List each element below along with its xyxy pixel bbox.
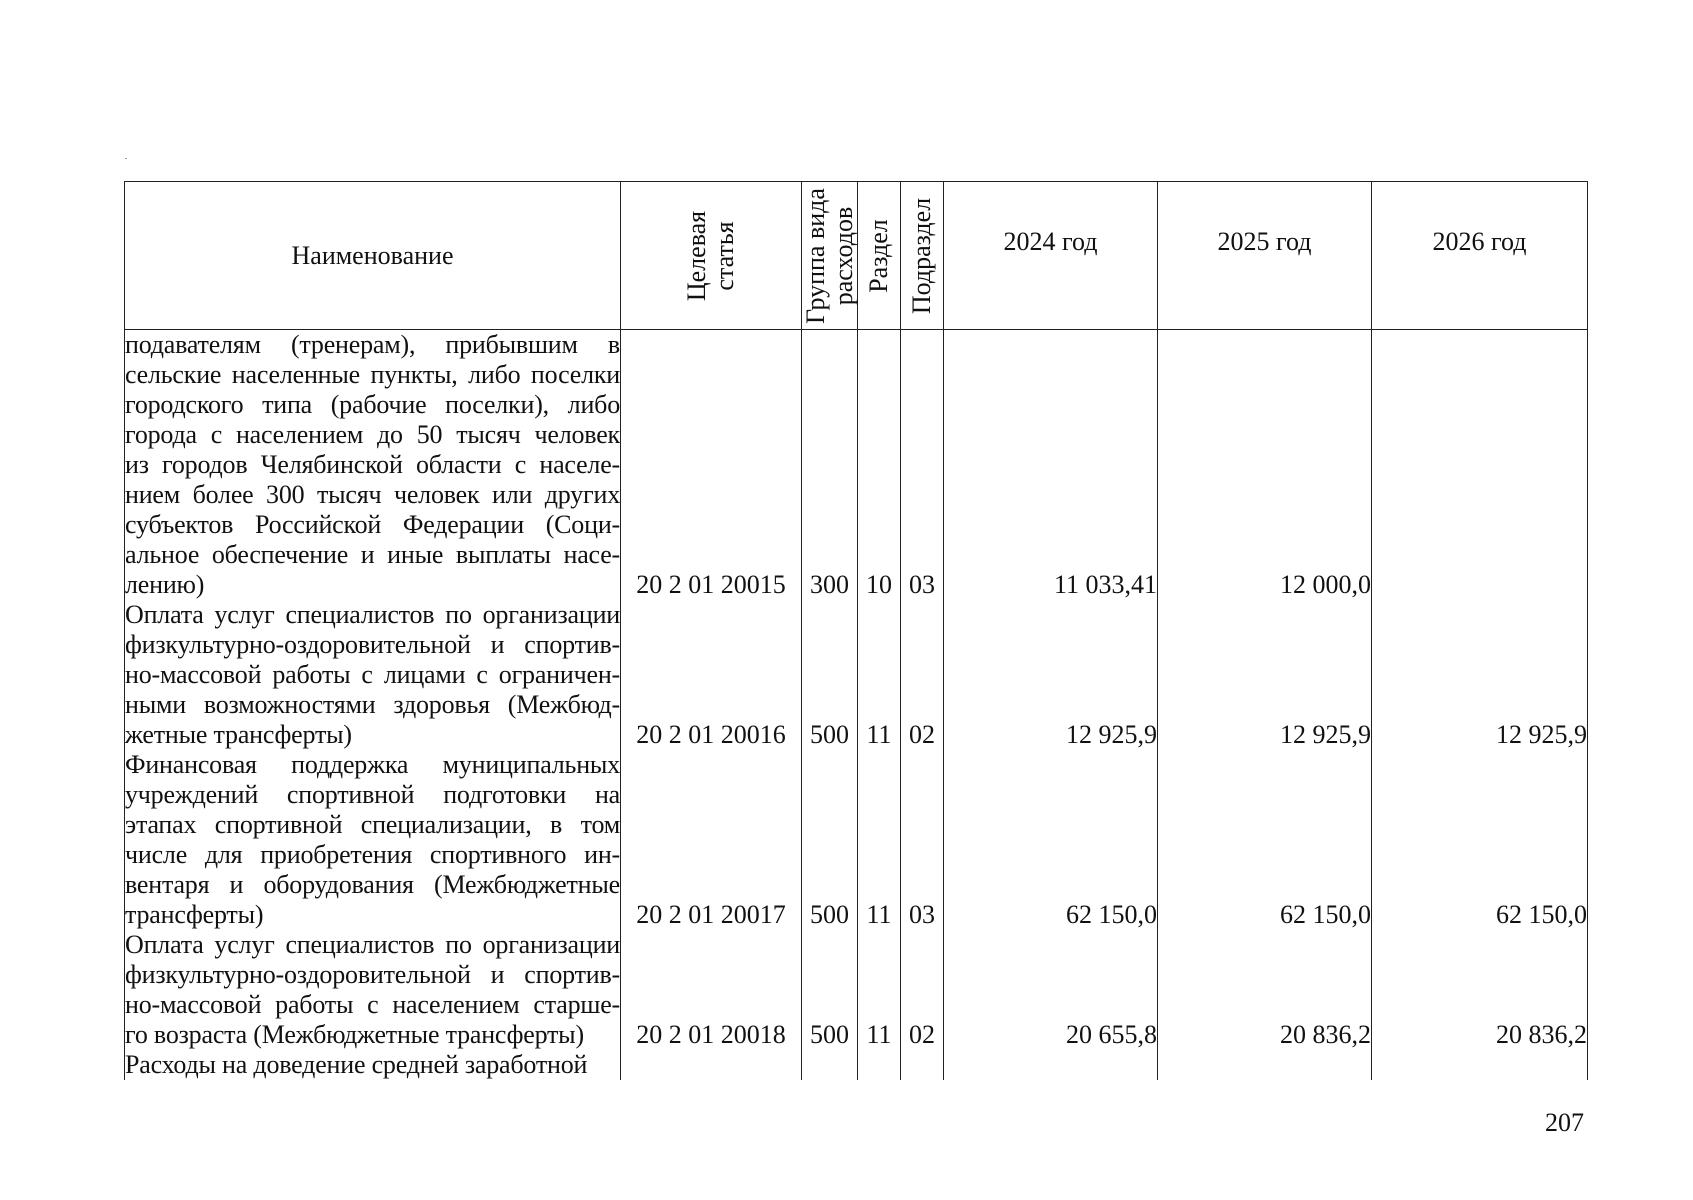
table-row [125,600,1588,750]
row-subsection: 03 [901,750,944,930]
row-value-2025: 12 000,0 [1158,330,1372,601]
header-2024-label: 2024 год [1003,226,1098,256]
row-target-article: 20 2 01 20018 [621,930,802,1050]
row-value-2024: 12 925,9 [944,600,1158,750]
row-value-2026 [1372,1050,1588,1080]
row-section: 10 [858,330,901,601]
row-target-article: 20 2 01 20016 [621,600,802,750]
row-section: 11 [858,750,901,930]
table-header-row [125,182,1588,330]
row-name [125,930,621,1050]
row-expense-group: 500 [802,600,858,750]
header-2025-label: 2025 год [1217,226,1312,256]
row-name-line: числе для приобретения спортивного ин- [125,840,620,869]
row-target-article: 20 2 01 20017 [621,750,802,930]
header-section-label: Раздел [864,218,893,293]
row-name-line: Оплата услуг специалистов по организации [125,600,620,629]
row-subsection [901,1050,944,1080]
header-section [858,182,901,330]
row-target-article: 20 2 01 20015 [621,330,802,601]
row-name [125,750,621,930]
row-name [125,1050,621,1080]
header-subsection [901,182,944,330]
row-name-line: из городов Челябинской области с населе- [125,450,620,479]
header-target-line2: статья [710,220,739,291]
row-name-line: но-массовой работы с лицами с ограничен- [125,660,620,689]
row-name [125,330,621,601]
table-row [125,1050,1588,1080]
row-value-2025: 62 150,0 [1158,750,1372,930]
header-target-article [621,182,802,330]
row-name-line: альное обеспечение и иные выплаты насе- [125,540,620,569]
row-value-2026: 12 925,9 [1372,600,1588,750]
header-2024 [944,182,1158,330]
row-target-article [621,1050,802,1080]
row-value-2025: 20 836,2 [1158,930,1372,1050]
row-name-line: го возраста (Межбюджетные трансферты) [125,1020,584,1049]
row-value-2024: 11 033,41 [944,330,1158,601]
scan-mark [125,158,127,159]
row-name-line: нием более 300 тысяч человек или других [125,480,620,509]
row-name-line: физкультурно-оздоровительной и спортив- [125,960,620,989]
row-section [858,1050,901,1080]
row-section: 11 [858,930,901,1050]
row-name-line: Финансовая поддержка муниципальных [125,750,620,779]
row-subsection: 02 [901,930,944,1050]
table-row [125,330,1588,601]
row-name-line: подавателям (тренерам), прибывшим в [125,330,620,359]
row-name-line: этапах спортивной специализации, в том [125,810,620,839]
table-row [125,930,1588,1050]
row-value-2024: 20 655,8 [944,930,1158,1050]
row-value-2024 [944,1050,1158,1080]
row-name-line: городского типа (рабочие поселки), либо [125,390,620,419]
table-row [125,750,1588,930]
header-name [125,182,621,330]
row-name-line: но-массовой работы с населением старше- [125,990,620,1019]
row-value-2024: 62 150,0 [944,750,1158,930]
header-2026 [1372,182,1588,330]
header-group-line2: расходов [828,206,858,305]
header-subsection-label: Подраздел [907,197,936,314]
page-number: 207 [1545,1108,1584,1137]
row-name [125,600,621,750]
row-name-line: ными возможностями здоровья (Межбюд- [125,690,620,719]
row-name-line: физкультурно-оздоровительной и спортив- [125,630,620,659]
row-name-line: города с населением до 50 тысяч человек [125,420,620,449]
row-name-line: трансферты) [125,900,264,929]
row-name-line: вентаря и оборудования (Межбюджетные [125,870,620,899]
row-expense-group: 500 [802,930,858,1050]
row-value-2025: 12 925,9 [1158,600,1372,750]
row-name-line: лению) [125,570,205,599]
row-value-2025 [1158,1050,1372,1080]
header-expense-group [802,182,858,330]
row-subsection: 02 [901,600,944,750]
header-name-label: Наименование [291,240,454,270]
row-name-line: Расходы на доведение средней заработной [125,1050,588,1079]
budget-table [124,181,1588,1080]
row-subsection: 03 [901,330,944,601]
header-group-line1: Группа вида [800,187,830,324]
header-target-line1: Целевая [682,210,711,301]
header-2025 [1158,182,1372,330]
row-value-2026 [1372,330,1588,601]
row-name-line: жетные трансферты) [125,720,352,749]
row-expense-group: 500 [802,750,858,930]
row-expense-group: 300 [802,330,858,601]
row-name-line: субъектов Российской Федерации (Соци- [125,510,620,539]
row-value-2026: 20 836,2 [1372,930,1588,1050]
row-name-line: сельские населенные пункты, либо поселки [125,360,620,389]
row-section: 11 [858,600,901,750]
row-name-line: Оплата услуг специалистов по организации [125,930,620,959]
row-value-2026: 62 150,0 [1372,750,1588,930]
row-name-line: учреждений спортивной подготовки на [125,780,620,809]
header-2026-label: 2026 год [1432,226,1527,256]
row-expense-group [802,1050,858,1080]
